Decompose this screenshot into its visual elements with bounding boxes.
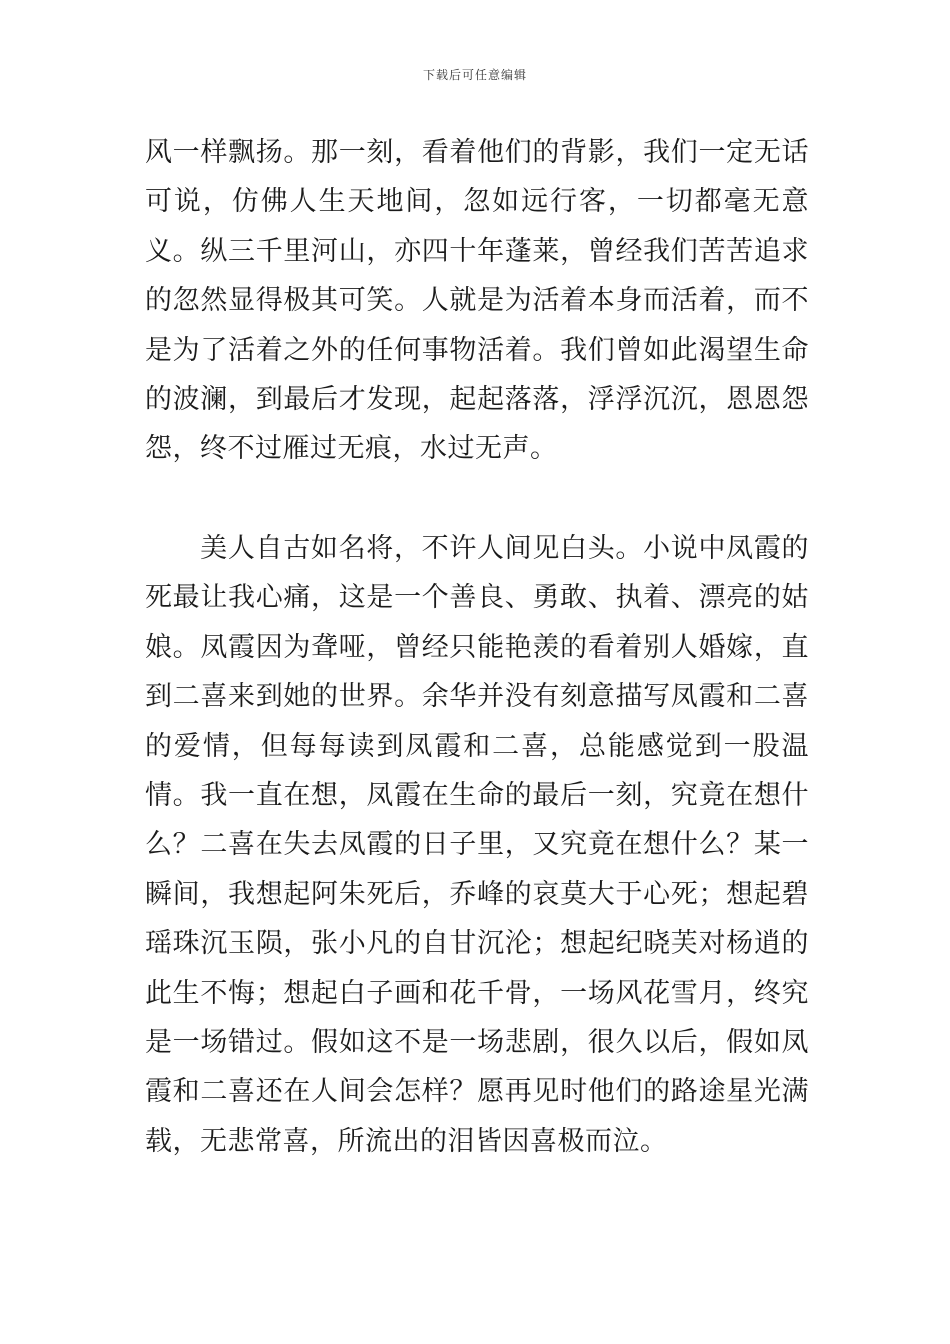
page-header: 下载后可任意编辑 [422, 68, 527, 82]
paragraph-2-wrapper [145, 524, 809, 1166]
paragraph-1 [145, 128, 809, 474]
paragraph-2 [145, 524, 809, 1166]
paragraph-1-text: 风一样飘扬。那一刻，看着他们的背影，我们一定无话可说，仿佛人生天地间，忽如远行客，一切都毫无意义。纵三千里河山，亦四十年蓬莱，曾经我们苦苦追求的忽然显得极其可笑。人就是为活着本身而活着，而不是为了活着之外的任何事物活着。我们曾如此渴望生命的波澜，到最后才发现，起起落落，浮浮沉沉，恩恩怨怨，终不过雁过无痕，水过无声。 [145, 137, 809, 465]
paragraph-2-text: 美人自古如名将，不许人间见白头。小说中凤霞的死最让我心痛，这是一个善良、勇敢、执着、漂亮的姑娘。凤霞因为聋哑，曾经只能艳羡的看着别人婚嫁，直到二喜来到她的世界。余华并没有刻意描写凤霞和二喜的爱情，但每每读到凤霞和二喜，总能感觉到一股温情。我一直在想，凤霞在生命的最后一刻，究竟在想什么？二喜在失去凤霞的日子里，又究竟在想什么？某一瞬间，我想起阿朱死后，乔峰的哀莫大于心死；想起碧瑶珠沉玉陨，张小凡的自甘沉沦；想起纪晓芙对杨逍的此生不悔；想起白子画和花千骨，一场风花雪月，终究是一场错过。假如这不是一场悲剧，很久以后，假如凤霞和二喜还在人间会怎样？愿再见时他们的路途星光满载，无悲常喜，所流出的泪皆因喜极而泣。 [145, 533, 809, 1157]
